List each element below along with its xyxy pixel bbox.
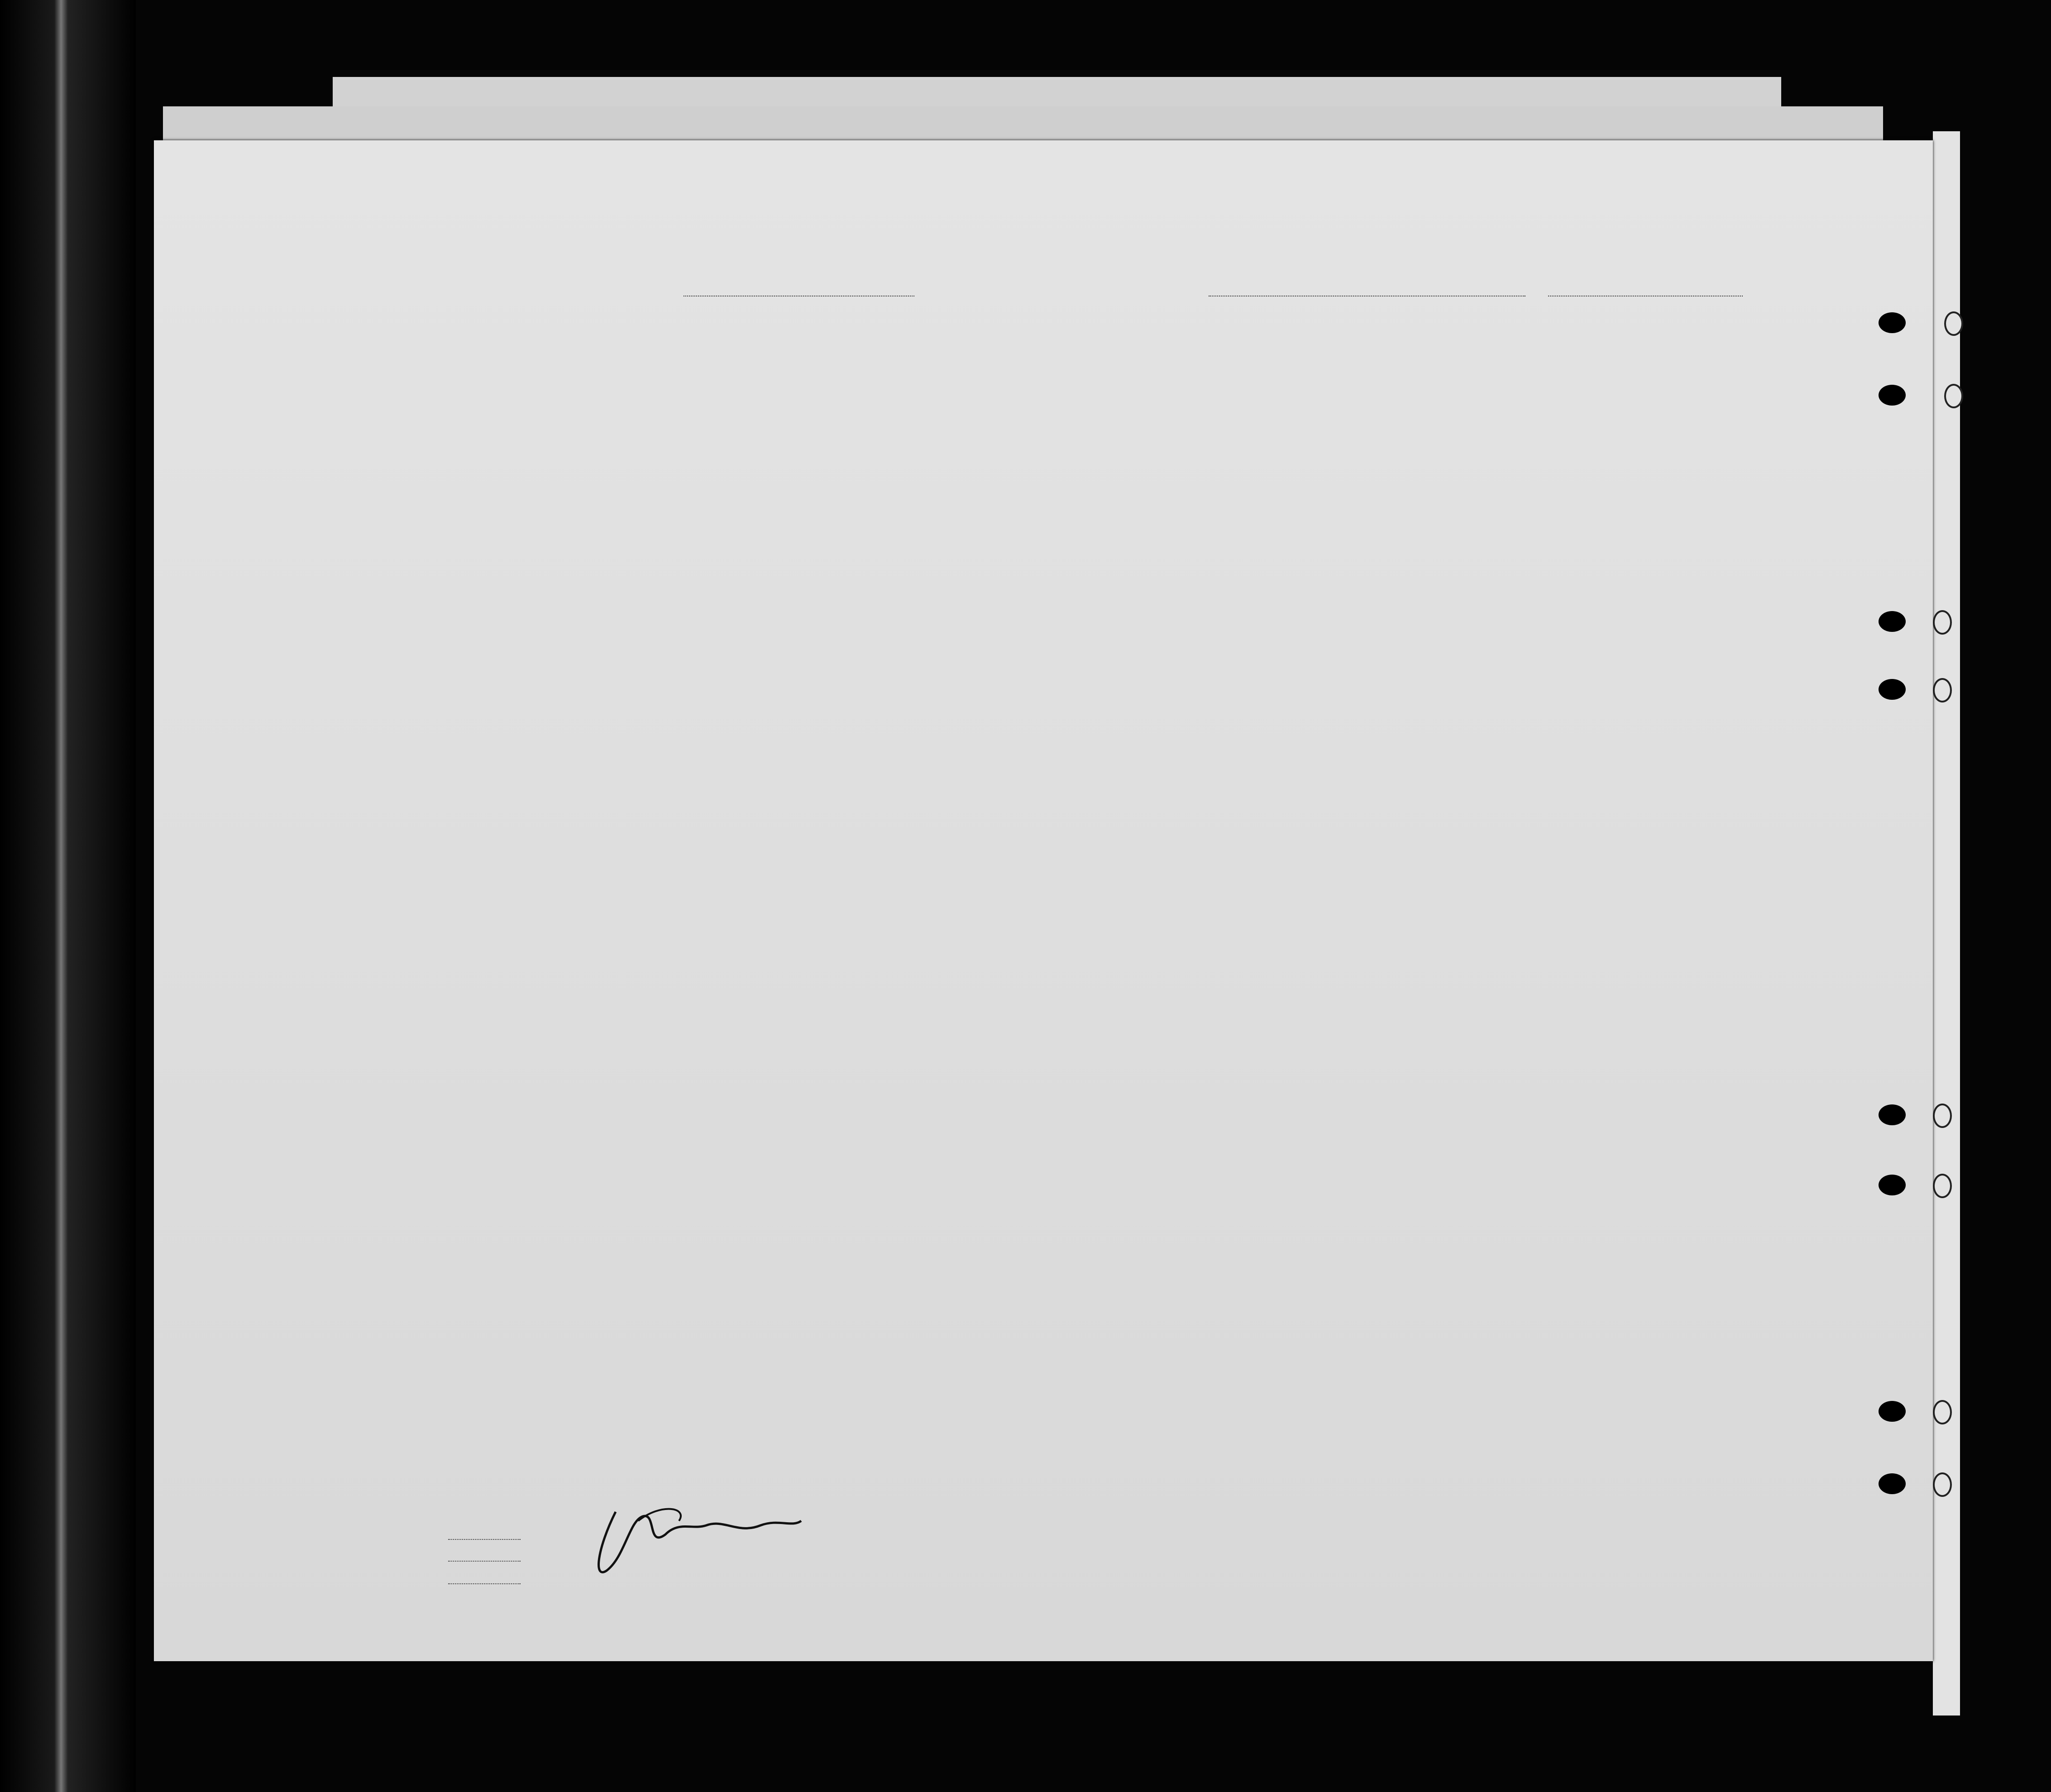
- punch-ring: [1944, 311, 1963, 336]
- punch-ring: [1933, 1174, 1952, 1198]
- purser-signature: [588, 1494, 824, 1584]
- punch-hole: [1879, 1175, 1906, 1195]
- punch-hole: [1879, 1401, 1906, 1422]
- total-field: [448, 1539, 521, 1540]
- punch-ring: [1933, 1104, 1952, 1128]
- punch-hole: [1879, 312, 1906, 333]
- punch-hole: [1879, 1104, 1906, 1125]
- punch-hole: [1879, 611, 1906, 632]
- punch-ring: [1944, 384, 1963, 408]
- punch-ring: [1933, 610, 1952, 635]
- manifest-page: [154, 140, 1933, 1661]
- punch-ring: [1933, 1400, 1952, 1424]
- binder-edge: [0, 0, 136, 1792]
- manifest-table: [154, 140, 1933, 1661]
- punch-hole: [1879, 679, 1906, 700]
- punch-ring: [1933, 678, 1952, 702]
- aliens-field: [448, 1583, 521, 1584]
- citizens-field: [448, 1561, 521, 1562]
- punch-hole: [1879, 385, 1906, 406]
- punch-hole: [1879, 1473, 1906, 1494]
- punch-ring: [1933, 1472, 1952, 1497]
